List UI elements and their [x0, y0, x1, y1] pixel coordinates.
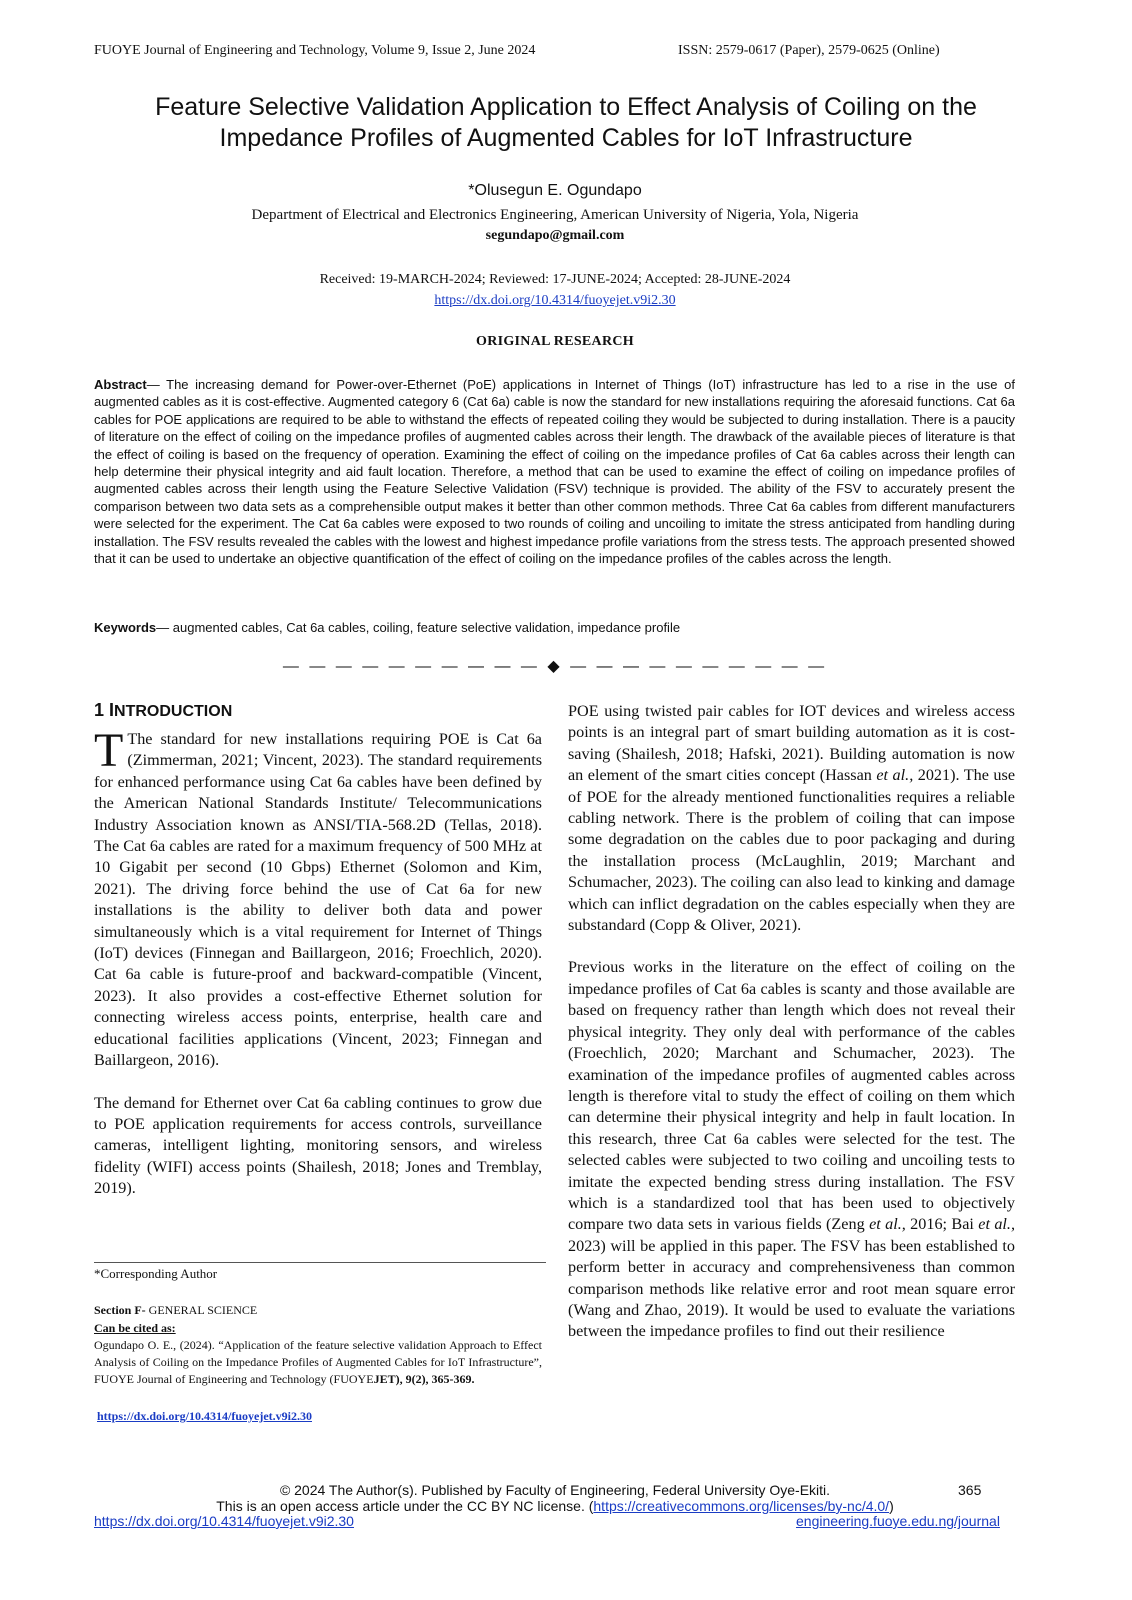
right-p2-etal-1: et al.,	[869, 1215, 906, 1234]
section-note-value: GENERAL SCIENCE	[145, 1303, 258, 1317]
right-paragraph-1	[568, 701, 1015, 936]
right-p1-text-b: 2021). The use of POE for the already mentioned functionalities requires a reliable cabling network. There is the problem of coiling that can impose some degradation on the cables due to poor packaging and during the installation process (McLaughlin, 2019; Marchant and Schumacher, 2023). The coiling can also lead to kinking and damage which can inflict degradation on the cables especially when they are substandard (Copp & Oliver, 2021).	[568, 766, 1016, 935]
left-column	[94, 700, 542, 1200]
section-title-rest: NTRODUCTION	[114, 703, 233, 720]
footnote-divider	[94, 1262, 546, 1263]
section-note	[94, 1303, 257, 1318]
license-text-a: This is an open access article under the CC BY NC license. (	[216, 1498, 594, 1514]
keywords-label: Keywords	[94, 620, 157, 635]
keywords	[94, 620, 1015, 635]
section-note-label: Section F-	[94, 1303, 146, 1317]
keywords-dash: —	[156, 620, 173, 635]
section-heading-introduction	[94, 700, 542, 722]
footer-license	[0, 1498, 1110, 1514]
corresponding-author-note: *Corresponding Author	[94, 1266, 218, 1281]
author-name: *Olusegun E. Ogundapo	[468, 182, 642, 199]
title-line-2: Impedance Profiles of Augmented Cables for IoT Infrastructure	[219, 124, 913, 152]
section-number: 1	[94, 700, 110, 720]
right-p1-text-a: POE using twisted pair cables for IOT devices and wireless access points is an integral part of smart building automation as it is cost-saving (Shailesh, 2018; Hafski, 2021). Building automation is now an element of the smart cities concept (Hassan	[568, 702, 1015, 785]
footer-doi-text[interactable]: https://dx.doi.org/10.4314/fuoyejet.v9i2.30	[94, 1513, 354, 1529]
right-paragraph-2	[568, 957, 1015, 1342]
footer-journal-link[interactable]	[796, 1513, 1000, 1529]
article-type: ORIGINAL RESEARCH	[476, 334, 634, 349]
intro-paragraph-1-text: The standard for new installations requiring POE is Cat 6a (Zimmerman, 2021; Vincent, 2023). The standard requirements for enhanced performance using Cat 6a cables have been defined by the American National Standards Institute/ Telecommunications Industry Association known as ANSI/TIA-568.2D (Tellas, 2018). The Cat 6a cables are rated for a maximum frequency of 500 MHz at 10 Gigabit per second (10 Gbps) Ethernet (Solomon and Kim, 2021). The driving force behind the use of Cat 6a for new installations is the ability to deliver both data and power simultaneously which is a vital requirement for Internet of Things (IoT) devices (Finnegan and Baillargeon, 2016; Froechlich, 2020). Cat 6a cable is future-proof and backward-compatible (Vincent, 2023). It also provides a cost-effective Ethernet solution for connecting wireless access points, enterprise, health care and educational facilities applications (Vincent, 2023; Finnegan and Baillargeon, 2016).	[94, 730, 542, 1070]
license-link[interactable]: https://creativecommons.org/licenses/by-nc/4.0/	[593, 1498, 890, 1514]
abstract-label: Abstract	[94, 377, 147, 392]
drop-cap: T	[94, 724, 124, 777]
abstract	[94, 376, 1015, 567]
title-line-1: Feature Selective Validation Application to Effect Analysis of Coiling on the	[155, 93, 977, 121]
citation-text	[94, 1337, 542, 1388]
right-p1-etal: et al.,	[876, 766, 914, 785]
doi-link-top[interactable]	[0, 293, 1110, 309]
intro-paragraph-2: The demand for Ethernet over Cat 6a cabling continues to grow due to POE application requirements for access controls, surveillance cameras, intelligent lighting, monitoring sensors, and wireless fidelity (WIFI) access points (Shailesh, 2018; Jones and Tremblay, 2019).	[94, 1093, 542, 1198]
right-column	[568, 701, 1015, 1343]
license-text-b: )	[889, 1498, 894, 1514]
intro-paragraph-1	[94, 724, 542, 1072]
section-first-letter: I	[109, 700, 115, 720]
right-p2-etal-2: et al.,	[978, 1215, 1016, 1234]
doi-link-text[interactable]: https://dx.doi.org/10.4314/fuoyejet.v9i2.30	[434, 293, 676, 308]
citation-body: Ogundapo O. E., (2024). “Application of the feature selective validation Approach to Effect Analysis of Coiling on the Impedance Profiles of Augmented Cables for IoT Infrastructure”, FUOYE Journal of Engineering and Technology (FUOYE	[94, 1338, 542, 1386]
citation-doi-link[interactable]	[97, 1409, 312, 1424]
abstract-dash: —	[146, 377, 167, 392]
footer-copyright: © 2024 The Author(s). Published by Faculty of Engineering, Federal University Oye-Ekiti.	[279, 1482, 831, 1498]
author-email: segundapo@gmail.com	[485, 228, 625, 243]
citation-bold: JET), 9(2), 365-369.	[373, 1372, 475, 1386]
citation-doi-text[interactable]: https://dx.doi.org/10.4314/fuoyejet.v9i2.30	[97, 1409, 312, 1423]
right-p2-text-a: Previous works in the literature on the effect of coiling on the impedance profiles of Cat 6a cables is scanty and those available are based on frequency rather than length which does not reveal their physical integrity. They only deal with performance of the cables (Froechlich, 2020; Marchant and Schumacher, 2023). The examination of the impedance profiles of augmented cables across length is therefore vital to study the effect of coiling on them which can determine their physical integrity and help in fault location. In this research, three Cat 6a cables were selected for the test. The selected cables were subjected to two coiling and uncoiling tests to imitate the expected bending stress during installation. The FSV which is a standardized tool that has been used to objectively compare two data sets in various fields (Zeng	[568, 958, 1015, 1234]
footer-journal-text[interactable]: engineering.fuoye.edu.ng/journal	[796, 1513, 1000, 1529]
author-affiliation: Department of Electrical and Electronics Engineering, American University of Nigeria, Yola, Nigeria	[251, 207, 859, 223]
submission-dates: Received: 19-MARCH-2024; Reviewed: 17-JUNE-2024; Accepted: 28-JUNE-2024	[319, 272, 791, 287]
right-p2-text-c: 2023) will be applied in this paper. The FSV has been established to perform better in accuracy and comprehensiveness than common comparison methods like relative error and root mean square error (Wang and Zhao, 2019). It would be used to evaluate the variations between the impedance profiles to find out their resilience	[568, 1236, 1015, 1341]
page-number: 365	[958, 1482, 982, 1498]
journal-header: FUOYE Journal of Engineering and Technology, Volume 9, Issue 2, June 2024	[94, 43, 536, 58]
right-p2-text-b: 2016; Bai	[905, 1215, 979, 1234]
issn-header: ISSN: 2579-0617 (Paper), 2579-0625 (Online)	[678, 43, 940, 58]
section-separator: — — — — — — — — — — ◆ — — — — — — — — — —	[282, 658, 828, 675]
keywords-text: augmented cables, Cat 6a cables, coiling, feature selective validation, impedance profile	[172, 620, 681, 635]
cite-label: Can be cited as:	[94, 1321, 176, 1335]
footer-doi-link[interactable]	[94, 1513, 354, 1529]
abstract-text: The increasing demand for Power-over-Ethernet (PoE) applications in Internet of Things (IoT) infrastructure has led to a rise in the use of augmented cables as it is cost-effective. Augmented category 6 (Cat 6a) cable is now the standard for new installations requiring the aforesaid functions. Cat 6a cables for POE applications are required to be able to withstand the effects of repeated coiling they would be subjected to during installation. There is a paucity of literature on the effect of coiling on the impedance profiles of augmented cables across their length. The drawback of the available pieces of literature is that the effect of coiling is based on the frequency of operation. Examining the effect of coiling on the impedance profiles of Cat 6a cables across their length can help determine their physical integrity and aid fault location. Therefore, a method that can be used to examine the effect of coiling on impedance profiles of augmented cables across their length using the Feature Selective Validation (FSV) technique is provided. The ability of the FSV to accurately present the comparison between two data sets as a comprehensible output makes it better than other common methods. Three Cat 6a cables from different manufacturers were selected for the experiment. The Cat 6a cables were exposed to two rounds of coiling and uncoiling to imitate the stress anticipated from handling during installation. The FSV results revealed the cables with the lowest and highest impedance profile variations from the stress tests. The approach presented showed that it can be used to undertake an objective quantification of the effect of coiling on the impedance profiles of the cables across the length.	[94, 377, 1015, 567]
paper-title	[60, 92, 1072, 154]
